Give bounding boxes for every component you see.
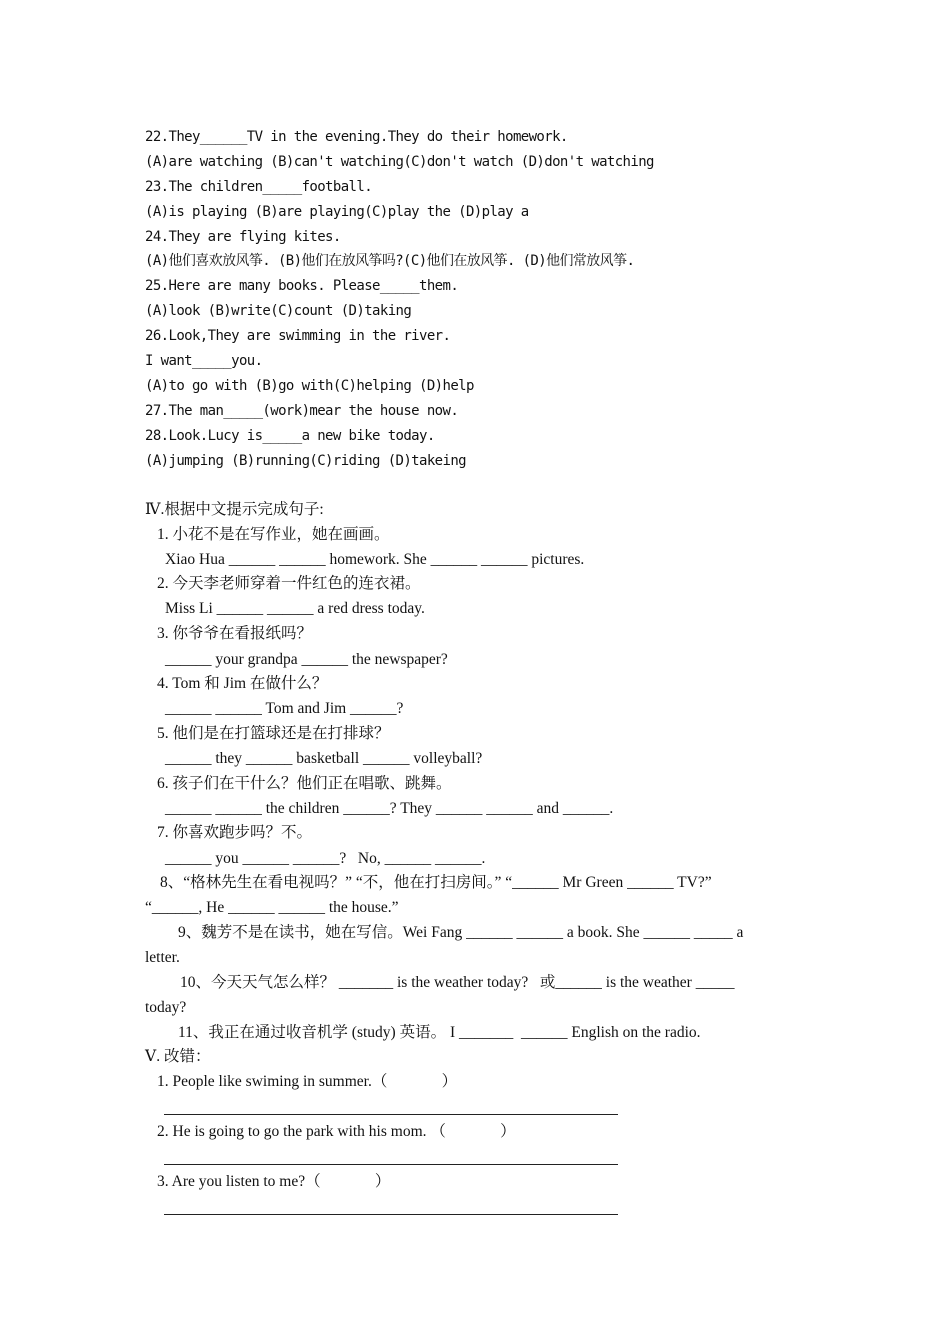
question-chinese: 2. 今天李老师穿着一件红色的连衣裙。 [157, 575, 421, 592]
section-heading: Ⅳ.根据中文提示完成句子: [145, 501, 324, 518]
question-english: Miss Li ______ ______ a red dress today. [165, 600, 425, 617]
question-chinese: 6. 孩子们在干什么？他们正在唱歌、跳舞。 [157, 775, 452, 792]
mcq-line: (A)look (B)write(C)count (D)taking [145, 303, 412, 319]
mcq-line: 22.They______TV in the evening.They do their homework. [145, 129, 568, 145]
question-english: ______ ______ the children ______? They ______ ______ and ______. [165, 800, 614, 817]
mcq-line: 23.The children_____football. [145, 179, 373, 195]
mcq-line: (A)to go with (B)go with(C)helping (D)help [145, 378, 474, 394]
mcq-line: 26.Look,They are swimming in the river. [145, 328, 451, 344]
section-heading: Ⅴ. 改错： [145, 1048, 211, 1065]
question-mixed: today? [145, 999, 187, 1016]
question-english: Xiao Hua ______ ______ homework. She ______ ______ pictures. [165, 551, 585, 568]
correction-item: 3. Are you listen to me?（ ） [157, 1173, 391, 1190]
mcq-line: 28.Look.Lucy is_____a new bike today. [145, 428, 435, 444]
answer-line [164, 1164, 618, 1165]
question-chinese: 1. 小花不是在写作业，她在画画。 [157, 526, 390, 543]
question-mixed: 8、“格林先生在看电视吗？” “不，他在打扫房间。” “______ Mr Green ______ TV?” [160, 874, 712, 891]
answer-line [164, 1214, 618, 1215]
question-mixed: 10、今天天气怎么样？ _______ is the weather today? 或______ is the weather _____ [180, 974, 735, 991]
correction-item: 2. He is going to go the park with his mom. （ ） [157, 1123, 516, 1140]
mcq-line: (A)is playing (B)are playing(C)play the (D)play a [145, 204, 529, 220]
mcq-line: 25.Here are many books. Please_____them. [145, 278, 459, 294]
question-chinese: 3. 你爷爷在看报纸吗？ [157, 625, 313, 642]
mcq-line: (A)jumping (B)running(C)riding (D)takeing [145, 453, 466, 469]
question-mixed: “______, He ______ ______ the house.” [145, 899, 399, 916]
question-chinese: 4. Tom 和 Jim 在做什么？ [157, 675, 328, 692]
answer-line [164, 1114, 618, 1115]
mcq-line: 24.They are flying kites. [145, 229, 341, 245]
question-english: ______ your grandpa ______ the newspaper? [165, 651, 448, 668]
question-english: ______ they ______ basketball ______ volleyball? [165, 750, 483, 767]
mcq-line: (A)他们喜欢放风筝. (B)他们在放风筝吗?(C)他们在放风筝. (D)他们常放风筝. [145, 253, 635, 269]
mcq-line: I want_____you. [145, 353, 263, 369]
question-chinese: 5. 他们是在打篮球还是在打排球？ [157, 725, 390, 742]
question-mixed: 9、魏芳不是在读书，她在写信。Wei Fang ______ ______ a book. She ______ _____ a [178, 924, 744, 941]
question-mixed: letter. [145, 949, 180, 966]
mcq-line: (A)are watching (B)can't watching(C)don't watch (D)don't watching [145, 154, 654, 170]
question-mixed: 11、我正在通过收音机学 (study) 英语。 I _______ ______ English on the radio. [178, 1024, 701, 1041]
question-english: ______ you ______ ______? No, ______ ______. [165, 850, 486, 867]
question-english: ______ ______ Tom and Jim ______? [165, 700, 404, 717]
question-chinese: 7. 你喜欢跑步吗？不。 [157, 824, 313, 841]
mcq-line: 27.The man_____(work)mear the house now. [145, 403, 459, 419]
correction-item: 1. People like swiming in summer.（ ） [157, 1073, 458, 1090]
